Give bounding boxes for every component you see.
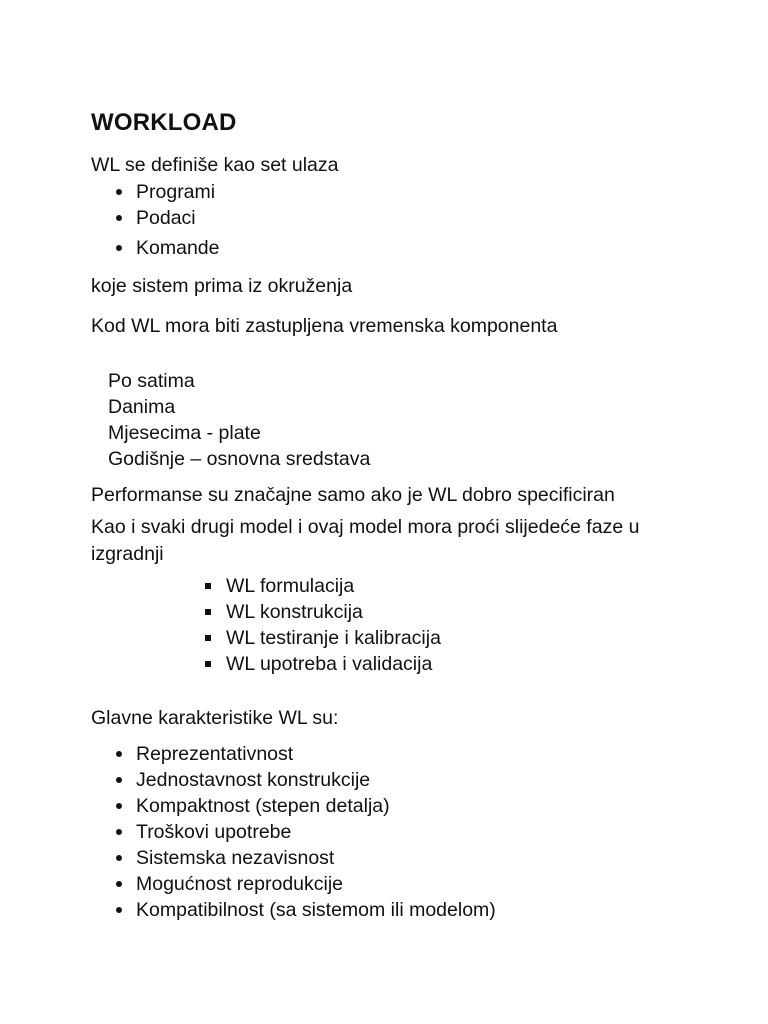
after-inputs-text: koje sistem prima iz okruženja — [91, 275, 353, 297]
list-item: Sistemska nezavisnost — [91, 845, 496, 871]
time-component-text: Kod WL mora biti zastupljena vremenska komponenta — [91, 315, 558, 337]
performance-text: Performanse su značajne samo ako je WL dobro specificiran — [91, 484, 615, 506]
list-item: WL upotreba i validacija — [191, 651, 441, 677]
list-item: Komande — [91, 235, 219, 261]
list-item: Mjesecima - plate — [108, 422, 261, 444]
list-item: Godišnje – osnovna sredstava — [108, 448, 371, 470]
list-item: Podaci — [91, 205, 219, 235]
intro-text: WL se definiše kao set ulaza — [91, 154, 339, 176]
inputs-list — [91, 179, 219, 261]
list-item: Po satima — [108, 370, 195, 392]
characteristics-list — [91, 741, 496, 923]
list-item: Kompatibilnost (sa sistemom ili modelom) — [91, 897, 496, 923]
time-items-list — [108, 368, 370, 472]
list-item: Mogućnost reprodukcije — [91, 871, 496, 897]
list-item: WL testiranje i kalibracija — [191, 625, 441, 651]
list-item: Reprezentativnost — [91, 741, 496, 767]
phases-list — [191, 573, 441, 677]
list-item: Jednostavnost konstrukcije — [91, 767, 496, 793]
characteristics-heading: Glavne karakteristike WL su: — [91, 707, 339, 729]
page-title: WORKLOAD — [91, 109, 237, 136]
list-item: Danima — [108, 396, 176, 418]
list-item: Programi — [91, 179, 219, 205]
list-item: Kompaktnost (stepen detalja) — [91, 793, 496, 819]
list-item: WL formulacija — [191, 573, 441, 599]
list-item: WL konstrukcija — [191, 599, 441, 625]
list-item: Troškovi upotrebe — [91, 819, 496, 845]
model-phases-intro: Kao i svaki drugi model i ovaj model mora proći slijedeće faze u izgradnji — [91, 516, 640, 565]
